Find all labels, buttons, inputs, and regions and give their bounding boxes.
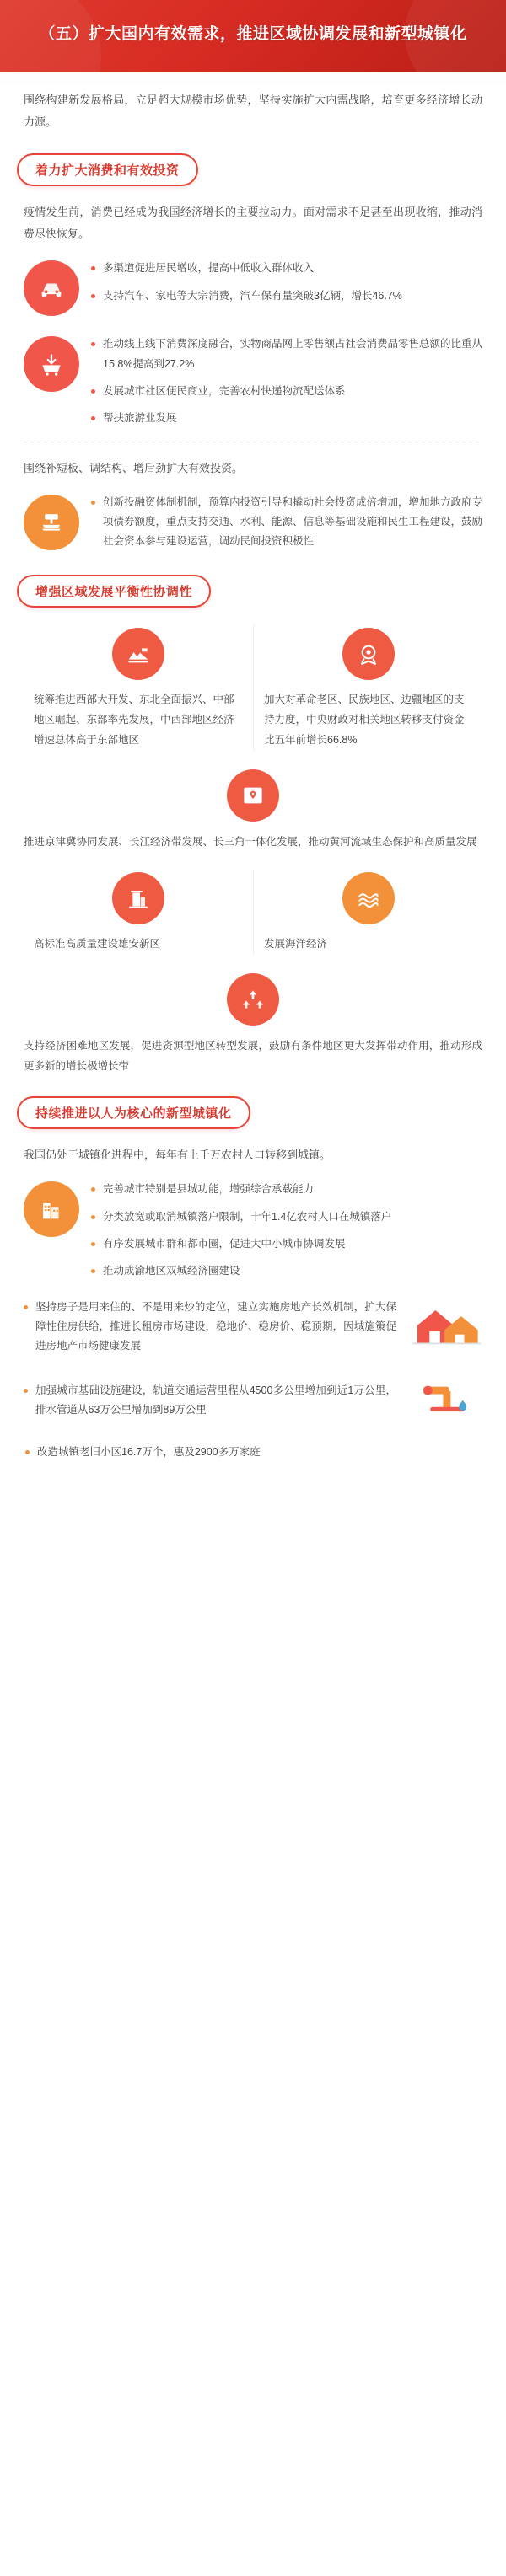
section-2-row-2 bbox=[17, 756, 489, 857]
content-body bbox=[0, 72, 506, 1462]
region-map-pin-icon bbox=[227, 769, 279, 822]
section-2-row-4 bbox=[17, 960, 489, 1082]
list-item: 改造城镇老旧小区16.7万个，惠及2900多万家庭 bbox=[25, 1443, 481, 1462]
section-heading-2 bbox=[17, 575, 489, 608]
section-2-text-right: 加大对革命老区、民族地区、边疆地区的支持力度，中央财政对相关地区转移支付资金比五年前增长66.8% bbox=[264, 694, 465, 746]
mountain-development-icon bbox=[112, 628, 164, 680]
list-item: 完善城市特别是县城功能，增强综合承载能力 bbox=[91, 1180, 482, 1199]
section-heading-3 bbox=[17, 1096, 489, 1129]
list-item: 分类放宽或取消城镇落户限制，十年1.4亿农村人口在城镇落户 bbox=[91, 1208, 482, 1227]
shopping-cart-icon bbox=[24, 336, 79, 392]
section-2-col-right bbox=[253, 624, 482, 750]
section-1-paragraph: 疫情发生前，消费已经成为我国经济增长的主要拉动力。面对需求不足甚至出现收缩，推动消费尽快恢复。 bbox=[24, 206, 482, 241]
list-item: 发展城市社区便民商业，完善农村快递物流配送体系 bbox=[91, 382, 482, 401]
section-1-bullets-b bbox=[91, 333, 482, 428]
section-1-bullets-c bbox=[91, 491, 482, 551]
list-item: 多渠道促进居民增收，提高中低收入群体收入 bbox=[91, 259, 482, 278]
section-3-group-c bbox=[17, 1364, 489, 1436]
section-2-text-center-2: 支持经济困难地区发展，促进资源型地区转型发展，鼓励有条件地区更大发挥带动作用，推动形成更多新的增长极增长带 bbox=[24, 1039, 482, 1073]
list-item: 推动成渝地区双城经济圈建设 bbox=[91, 1261, 482, 1281]
section-1-bullets-a bbox=[91, 257, 482, 305]
hand-investment-icon bbox=[24, 495, 79, 550]
list-item: 帮扶旅游业发展 bbox=[91, 409, 482, 428]
section-2-text-right-2: 发展海洋经济 bbox=[264, 937, 328, 950]
xiongan-construction-icon bbox=[112, 872, 164, 924]
section-3-title: 持续推进以人为核心的新型城镇化 bbox=[17, 1096, 250, 1129]
section-1-group-b bbox=[17, 324, 489, 436]
section-3-bullets-c bbox=[24, 1381, 396, 1420]
car-icon bbox=[24, 260, 79, 316]
section-2-text-center-1: 推进京津冀协同发展、长江经济带发展、长三角一体化发展，推动黄河流域生态保护和高质量发展 bbox=[24, 835, 477, 848]
section-3-bullets-b bbox=[24, 1298, 396, 1356]
old-revolution-area-icon bbox=[342, 628, 395, 680]
list-item: 推动线上线下消费深度融合，实物商品网上零售额占社会消费品零售总额的比重从15.8%提高到27.2% bbox=[91, 335, 482, 373]
urban-buildings-icon bbox=[24, 1181, 79, 1237]
growth-pole-icon bbox=[227, 973, 279, 1026]
list-item: 加强城市基础设施建设，轨道交通运营里程从4500多公里增加到近1万公里，排水管道从63万公里增加到89万公里 bbox=[24, 1381, 396, 1420]
section-3-paragraph: 我国仍处于城镇化进程中，每年有上千万农村人口转移到城镇。 bbox=[24, 1149, 331, 1162]
list-item: 有序发展城市群和都市圈，促进大中小城市协调发展 bbox=[91, 1234, 482, 1254]
section-1-title: 着力扩大消费和有效投资 bbox=[17, 153, 198, 186]
section-3-group-d bbox=[17, 1436, 489, 1462]
section-2-title: 增强区域发展平衡性协调性 bbox=[17, 575, 211, 608]
section-3-bullets-a bbox=[91, 1178, 482, 1281]
section-2-row-1 bbox=[17, 613, 489, 755]
section-3-group-a bbox=[17, 1170, 489, 1289]
section-2-text-left-2: 高标准高质量建设雄安新区 bbox=[34, 937, 161, 950]
list-item: 创新投融资体制机制，预算内投资引导和撬动社会投资成倍增加，增加地方政府专项债券额度，重点支持交通、水利、能源、信息等基础设施和民生工程建设，鼓励社会资本参与建设运营，调动民间投资积极性 bbox=[91, 493, 482, 551]
section-heading-1 bbox=[17, 153, 489, 186]
page-banner bbox=[0, 0, 506, 72]
section-2-col-right-2 bbox=[253, 869, 482, 955]
list-item: 坚持房子是用来住的、不是用来炒的定位，建立实施房地产长效机制，扩大保障性住房供给，推进长租房市场建设，稳地价、稳房价、稳预期，因城施策促进房地产市场健康发展 bbox=[24, 1298, 396, 1356]
section-1-group-c bbox=[17, 483, 489, 560]
section-1-paragraph-2: 围绕补短板、调结构、增后劲扩大有效投资。 bbox=[24, 461, 244, 474]
list-item: 支持汽车、家电等大宗消费，汽车保有量突破3亿辆，增长46.7% bbox=[91, 287, 482, 306]
section-3-group-b bbox=[17, 1289, 489, 1364]
section-1-group-a bbox=[17, 249, 489, 324]
section-2-col-left-2 bbox=[24, 869, 253, 955]
ocean-waves-icon bbox=[342, 872, 395, 924]
section-2-col-left bbox=[24, 624, 253, 750]
intro-paragraph: 围绕构建新发展格局，立足超大规模市场优势，坚持实施扩大内需战略，培育更多经济增长动力源。 bbox=[24, 94, 482, 129]
section-2-row-3 bbox=[17, 857, 489, 960]
page-title: （五）扩大国内有效需求，推进区域协调发展和新型城镇化 bbox=[39, 25, 467, 43]
section-2-text-left: 统筹推进西部大开发、东北全面振兴、中部地区崛起、东部率先发展，中西部地区经济增速总体高于东部地区 bbox=[34, 694, 234, 746]
housing-market-icon bbox=[410, 1299, 482, 1354]
water-pipeline-icon bbox=[410, 1373, 482, 1427]
